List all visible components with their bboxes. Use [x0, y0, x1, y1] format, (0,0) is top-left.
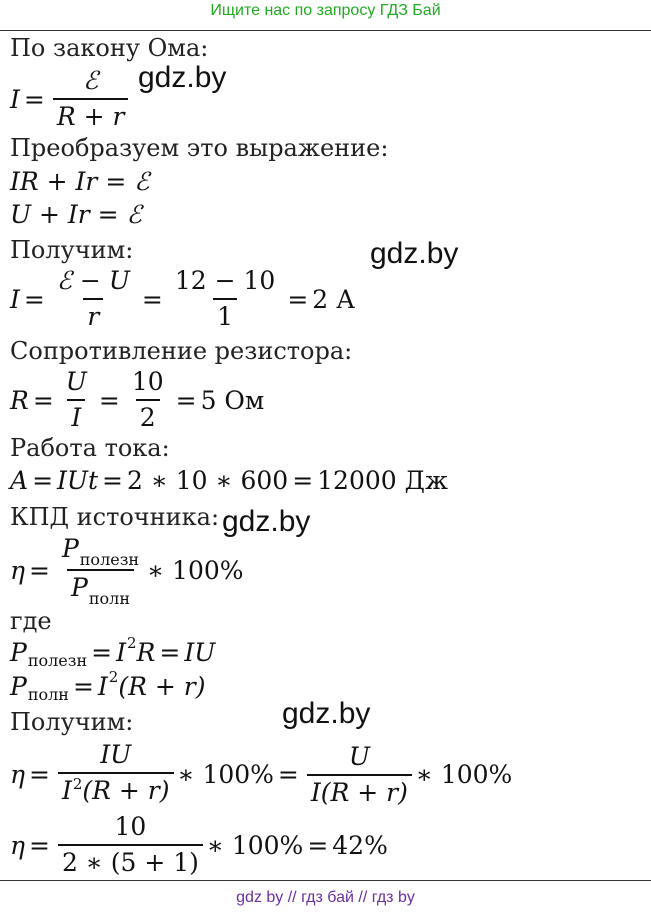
formula-total-power: P полн = I 2 (R + r) — [10, 667, 206, 704]
text-obtain-2: Получим: — [10, 708, 134, 736]
watermark: gdz.by — [282, 697, 371, 730]
formula-useful-power: P полезн = I 2 R = IU — [10, 633, 216, 670]
watermark: gdz.by — [370, 237, 459, 270]
fraction: $\frac{\text{ℰ}}{R + r}$ — [53, 66, 129, 132]
formula-efficiency-result: η = $\frac{10}{2 ∗ (5 + 1)}$ ∗ 100% = 42% — [10, 812, 388, 877]
text-resistance: Сопротивление резистора: — [10, 337, 353, 365]
formula-transform-2: U + Ir = ℰ — [10, 200, 142, 229]
fraction: $\frac{10}{2 ∗ (5 + 1)}$ — [58, 812, 203, 878]
text-efficiency: КПД источника: — [10, 503, 220, 531]
text-ohm-law: По закону Ома: — [10, 34, 209, 62]
fraction: $\frac{\text{ℰ − U}}{r}$ — [56, 266, 130, 331]
formula-efficiency-derived: η = $\frac{IU}{I^2(R + r)}$ ∗ 100% = $\frac{U}{I(R + r)}$ ∗ 100% — [10, 740, 512, 809]
formula-current: I = $\frac{\text{ℰ − U}}{r}$ = $\frac{12 - 10}{1}$ = 2 А — [10, 266, 356, 331]
watermark: gdz.by — [138, 61, 227, 94]
formula-work: A = IUt = 2 ∗ 10 ∗ 600 = 12000 Дж — [10, 466, 448, 495]
text-work: Работа тока: — [10, 434, 170, 462]
banner-text: Ищите нас по запросу ГДЗ Бай — [210, 2, 441, 19]
text-where: где — [10, 607, 52, 635]
formula-efficiency: η = $\frac{P_{полезн}}{P_{полн}}$ ∗ 100% — [10, 534, 244, 608]
bottom-banner — [0, 880, 651, 912]
text-obtain-1: Получим: — [10, 236, 134, 264]
watermark: gdz.by — [222, 505, 311, 538]
formula-transform-1: IR + Ir = ℰ — [10, 167, 150, 196]
fraction: $\frac{IU}{I^2(R + r)}$ — [58, 740, 174, 809]
fraction: $\frac{12 - 10}{1}$ — [174, 266, 276, 331]
fraction: $\frac{P_{полезн}}{P_{полн}}$ — [61, 534, 140, 608]
top-banner — [0, 0, 651, 31]
formula-resistance: R = $\frac{U}{I}$ = $\frac{10}{2}$ = 5 Ом — [10, 367, 265, 432]
fraction: $\frac{U}{I}$ — [65, 367, 87, 432]
formula-ohm: I = $\frac{\text{ℰ}}{R + r}$ — [10, 66, 132, 132]
footer-links-text: gdz by // гдз бай // гдз by — [236, 889, 415, 906]
text-transform: Преобразуем это выражение: — [10, 134, 389, 162]
fraction: $\frac{U}{I(R + r)}$ — [307, 742, 412, 808]
fraction: $\frac{10}{2}$ — [131, 367, 164, 432]
